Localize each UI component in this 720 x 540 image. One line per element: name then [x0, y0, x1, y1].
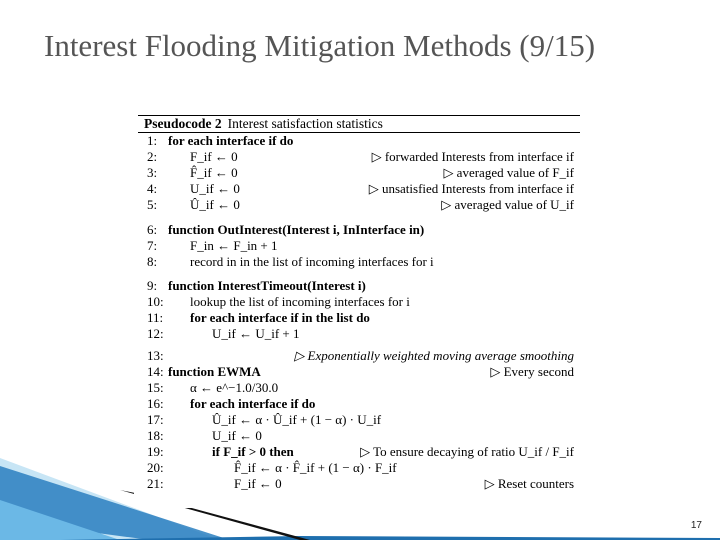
line-number: 12:: [147, 326, 164, 341]
line-code: function InterestTimeout(Interest i): [168, 278, 366, 293]
line-number: 21:: [147, 476, 164, 491]
pseudocode-line: [138, 278, 574, 294]
slide-title: Interest Flooding Mitigation Methods (9/15): [44, 28, 596, 63]
pseudocode-line: [138, 254, 574, 270]
pseudocode-line: [138, 181, 574, 197]
pseudocode-line: [138, 310, 574, 326]
line-comment: ▷ unsatisfied Interests from interface if: [368, 181, 574, 196]
line-number: 11:: [147, 310, 164, 325]
line-code: α ← e^−1.0/30.0: [190, 380, 279, 395]
line-number: 9:: [147, 278, 158, 293]
line-number: 6:: [147, 222, 158, 237]
line-number: 10:: [147, 294, 164, 309]
line-code: F̂_if ← 0: [190, 165, 238, 180]
line-comment: ▷ averaged value of U_if: [441, 197, 574, 212]
line-code: F_in ← F_in + 1: [190, 238, 278, 253]
line-code: lookup the list of incoming interfaces for i: [190, 294, 410, 309]
line-number: 4:: [147, 181, 158, 196]
line-code: function EWMA: [168, 364, 261, 379]
line-comment: ▷ forwarded Interests from interface if: [371, 149, 574, 164]
pseudocode-line: [138, 412, 574, 428]
pseudocode-line: [138, 444, 574, 460]
line-code: U_if ← U_if + 1: [212, 326, 300, 341]
pseudocode-line: [138, 149, 574, 165]
line-number: 13:: [147, 348, 164, 363]
page-number: 17: [690, 520, 702, 531]
pseudocode-line: [138, 165, 574, 181]
pseudocode-line: [138, 133, 574, 149]
pseudocode-line: [138, 197, 574, 213]
line-code: Û_if ← 0: [190, 197, 240, 212]
line-code: record in in the list of incoming interfaces for i: [190, 254, 434, 269]
pseudocode-line: [138, 364, 574, 380]
line-number: 19:: [147, 444, 164, 459]
line-number: 8:: [147, 254, 158, 269]
line-code: F̂_if ← α · F̂_if + (1 − α) · F_if: [234, 460, 397, 475]
pseudocode-line: [138, 348, 574, 364]
pseudocode-label: Pseudocode 2: [144, 116, 222, 131]
pseudocode-line: [138, 460, 574, 476]
pseudocode-line: [138, 396, 574, 412]
line-number: 14:: [147, 364, 164, 379]
pseudocode-line: [138, 238, 574, 254]
line-code: function OutInterest(Interest i, InInterface in): [168, 222, 425, 237]
line-number: 7:: [147, 238, 158, 253]
line-number: 17:: [147, 412, 164, 427]
line-number: 5:: [147, 197, 158, 212]
line-code: Û_if ← α · Û_if + (1 − α) · U_if: [212, 412, 382, 427]
line-comment: ▷ Reset counters: [484, 476, 574, 491]
line-comment: ▷ To ensure decaying of ratio U_if / F_if: [360, 444, 574, 459]
line-code: for each interface if do: [168, 133, 294, 148]
pseudocode-line: [138, 476, 574, 492]
pseudocode-line: [138, 380, 574, 396]
line-number: 2:: [147, 149, 158, 164]
line-number: 1:: [147, 133, 158, 148]
line-code: F_if ← 0: [234, 476, 282, 491]
pseudocode-line: [138, 428, 574, 444]
line-code: for each interface if in the list do: [190, 310, 370, 325]
pseudocode-line: [138, 326, 574, 342]
line-code: F_if ← 0: [190, 149, 238, 164]
line-code: U_if ← 0: [212, 428, 262, 443]
line-number: 3:: [147, 165, 158, 180]
line-number: 15:: [147, 380, 164, 395]
line-code: if F_if > 0 then: [212, 444, 294, 459]
pseudocode-line: [138, 294, 574, 310]
line-comment: ▷ Exponentially weighted moving average smoothing: [294, 348, 574, 363]
line-number: 16:: [147, 396, 164, 411]
pseudocode-caption: Interest satisfaction statistics: [227, 116, 383, 131]
line-comment: ▷ averaged value of F_if: [443, 165, 574, 180]
pseudocode-box: [134, 110, 578, 508]
line-code: for each interface if do: [190, 396, 316, 411]
line-code: U_if ← 0: [190, 181, 240, 196]
line-number: 18:: [147, 428, 164, 443]
line-comment: ▷ Every second: [490, 364, 574, 379]
pseudocode-header: [138, 115, 580, 133]
line-number: 20:: [147, 460, 164, 475]
pseudocode-line: [138, 222, 574, 238]
